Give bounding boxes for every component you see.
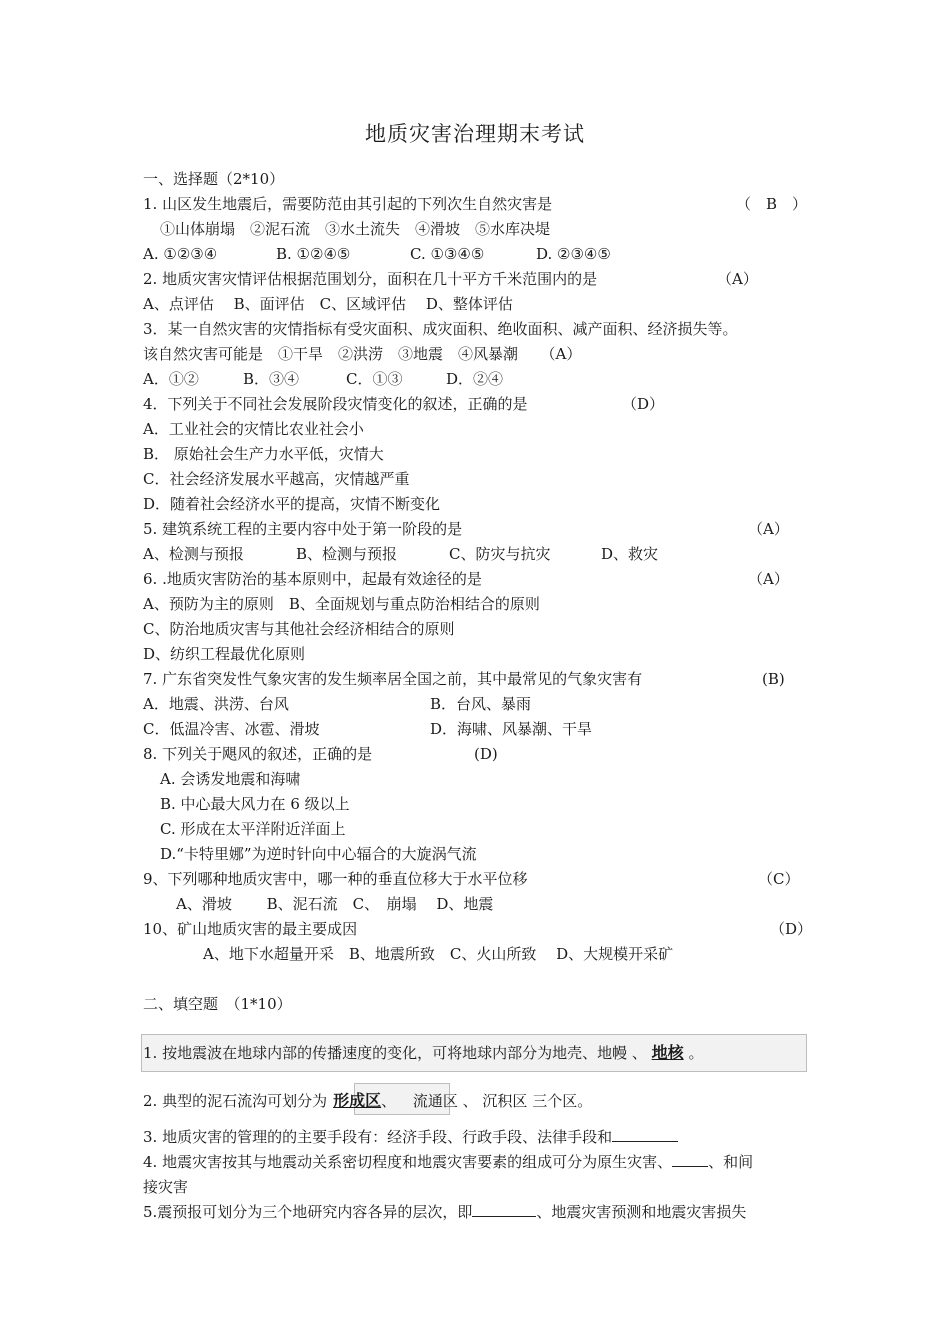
fill-3-text: 3. 地质灾害的管理的的主要手段有：经济手段、行政手段、法律手段和 bbox=[143, 1128, 613, 1146]
fill-5-rest: 、地震灾害预测和地震灾害损失 bbox=[536, 1203, 747, 1221]
fill-3 bbox=[143, 1127, 678, 1147]
question-5-options bbox=[143, 544, 658, 564]
question-4-stem: 4．下列关于不同社会发展阶段灾情变化的叙述，正确的是 bbox=[143, 395, 528, 413]
fill-4-blank bbox=[672, 1152, 708, 1167]
question-7-stem: 7. 广东省突发性气象灾害的发生频率居全国之前，其中最常见的气象灾害有 bbox=[143, 670, 643, 688]
fill-4-line2: 接灾害 bbox=[143, 1178, 189, 1196]
question-6-option-c: C、防治地质灾害与其他社会经济相结合的原则 bbox=[143, 620, 455, 638]
question-1-items: ①山体崩塌 ②泥石流 ③水土流失 ④滑坡 ⑤水库决堤 bbox=[160, 220, 551, 238]
question-3-line2: 该自然灾害可能是 ①干旱 ②洪涝 ③地震 ④风暴潮 （A） bbox=[143, 345, 582, 363]
option: C、防灾与抗灾 bbox=[449, 545, 551, 563]
question-1-options bbox=[143, 244, 611, 264]
question-7-options-ab bbox=[143, 694, 531, 714]
fill-5 bbox=[143, 1202, 746, 1222]
question-8-option-c: C. 形成在太平洋附近洋面上 bbox=[160, 820, 346, 838]
question-4-option-b: B． 原始社会生产力水平低，灾情大 bbox=[143, 445, 384, 463]
option: D. ②③④⑤ bbox=[536, 245, 611, 263]
fill-1-text: 1. 按地震波在地球内部的传播速度的变化，可将地球内部分为地壳、地幔 、 bbox=[143, 1044, 647, 1062]
option: C．①③ bbox=[346, 370, 403, 388]
question-7-options-cd bbox=[143, 719, 592, 739]
question-3-stem: 3．某一自然灾害的灾情指标有受灾面积、成灾面积、绝收面积、减产面积、经济损失等。 bbox=[143, 320, 738, 338]
option: A．地震、洪涝、台风 bbox=[143, 695, 289, 713]
option: D．②④ bbox=[446, 370, 504, 388]
question-8-option-d: D.“卡特里娜”为逆时针向中心辐合的大旋涡气流 bbox=[160, 845, 477, 863]
option: D．海啸、风暴潮、干旱 bbox=[430, 720, 593, 738]
fill-2-sep: 、 bbox=[381, 1092, 397, 1110]
option: A．①② bbox=[143, 370, 199, 388]
question-6-option-ab: A、预防为主的原则 B、全面规划与重点防治相结合的原则 bbox=[143, 595, 540, 613]
fill-1 bbox=[143, 1043, 703, 1063]
question-9-stem: 9、下列哪种地质灾害中，哪一种的垂直位移大于水平位移 bbox=[143, 870, 528, 888]
question-9-answer: （C） bbox=[758, 870, 800, 888]
option: C．低温冷害、冰雹、滑坡 bbox=[143, 720, 320, 738]
question-8-option-b: B. 中心最大风力在 6 级以上 bbox=[160, 795, 350, 813]
question-9-options: A、滑坡 B、泥石流 C、 崩塌 D、地震 bbox=[176, 895, 494, 913]
question-7-answer: (B) bbox=[762, 670, 785, 688]
option: C. ①③④⑤ bbox=[410, 245, 485, 263]
question-1-answer: （ B ） bbox=[736, 195, 808, 213]
fill-2 bbox=[143, 1091, 592, 1111]
option: A. ①②③④ bbox=[143, 245, 218, 263]
question-8-answer: (D) bbox=[474, 745, 498, 763]
option: A、检测与预报 bbox=[143, 545, 244, 563]
fill-4-rest: 、和间 bbox=[708, 1153, 754, 1171]
option: B、检测与预报 bbox=[296, 545, 398, 563]
section-heading-choice: 一、选择题（2*10） bbox=[143, 170, 285, 188]
question-4-option-c: C．社会经济发展水平越高，灾情越严重 bbox=[143, 470, 410, 488]
question-4-option-a: A．工业社会的灾情比农业社会小 bbox=[143, 420, 364, 438]
question-5-stem: 5. 建筑系统工程的主要内容中处于第一阶段的是 bbox=[143, 520, 463, 538]
question-5-answer: （A） bbox=[748, 520, 789, 538]
question-1-stem: 1. 山区发生地震后，需要防范由其引起的下列次生自然灾害是 bbox=[143, 195, 553, 213]
fill-5-blank bbox=[472, 1202, 536, 1217]
fill-2-rest: 流通区 、 沉积区 三个区。 bbox=[408, 1092, 593, 1110]
question-2-options: A、点评估 B、面评估 C、区域评估 D、整体评估 bbox=[143, 295, 513, 313]
question-8-option-a: A. 会诱发地震和海啸 bbox=[160, 770, 301, 788]
fill-4 bbox=[143, 1152, 753, 1172]
question-10-options: A、地下水超量开采 B、地震所致 C、火山所致 D、大规模开采矿 bbox=[203, 945, 674, 963]
section-heading-fill: 二、填空题 （1*10） bbox=[143, 995, 292, 1013]
question-2-stem: 2. 地质灾害灾情评估根据范围划分，面积在几十平方千米范围内的是 bbox=[143, 270, 598, 288]
option: B．③④ bbox=[243, 370, 300, 388]
question-4-option-d: D．随着社会经济水平的提高，灾情不断变化 bbox=[143, 495, 441, 513]
fill-1-end: 。 bbox=[688, 1044, 704, 1062]
question-2-answer: （A） bbox=[717, 270, 758, 288]
question-4-answer: （D） bbox=[622, 395, 665, 413]
option: B. ①②④⑤ bbox=[276, 245, 351, 263]
fill-4-text: 4. 地震灾害按其与地震动关系密切程度和地震灾害要素的组成可分为原生灾害、 bbox=[143, 1153, 673, 1171]
option: D、救灾 bbox=[601, 545, 659, 563]
fill-1-answer: 地核 bbox=[651, 1043, 684, 1062]
question-3-options bbox=[143, 369, 503, 389]
question-8-stem: 8. 下列关于飓风的叙述，正确的是 bbox=[143, 745, 373, 763]
option: B．台风、暴雨 bbox=[430, 695, 532, 713]
question-6-stem: 6. .地质灾害防治的基本原则中，起最有效途径的是 bbox=[143, 570, 482, 588]
page-title: 地质灾害治理期末考试 bbox=[365, 122, 585, 146]
fill-2-answer: 形成区 bbox=[333, 1091, 382, 1110]
fill-5-text: 5.震预报可划分为三个地研究内容各异的层次，即 bbox=[143, 1203, 473, 1221]
fill-2-text: 2. 典型的泥石流沟可划分为 bbox=[143, 1092, 328, 1110]
question-6-option-d: D、纺织工程最优化原则 bbox=[143, 645, 306, 663]
fill-3-blank bbox=[612, 1127, 678, 1142]
question-10-answer: （D） bbox=[770, 920, 813, 938]
question-6-answer: （A） bbox=[748, 570, 789, 588]
question-10-stem: 10、矿山地质灾害的最主要成因 bbox=[143, 920, 358, 938]
